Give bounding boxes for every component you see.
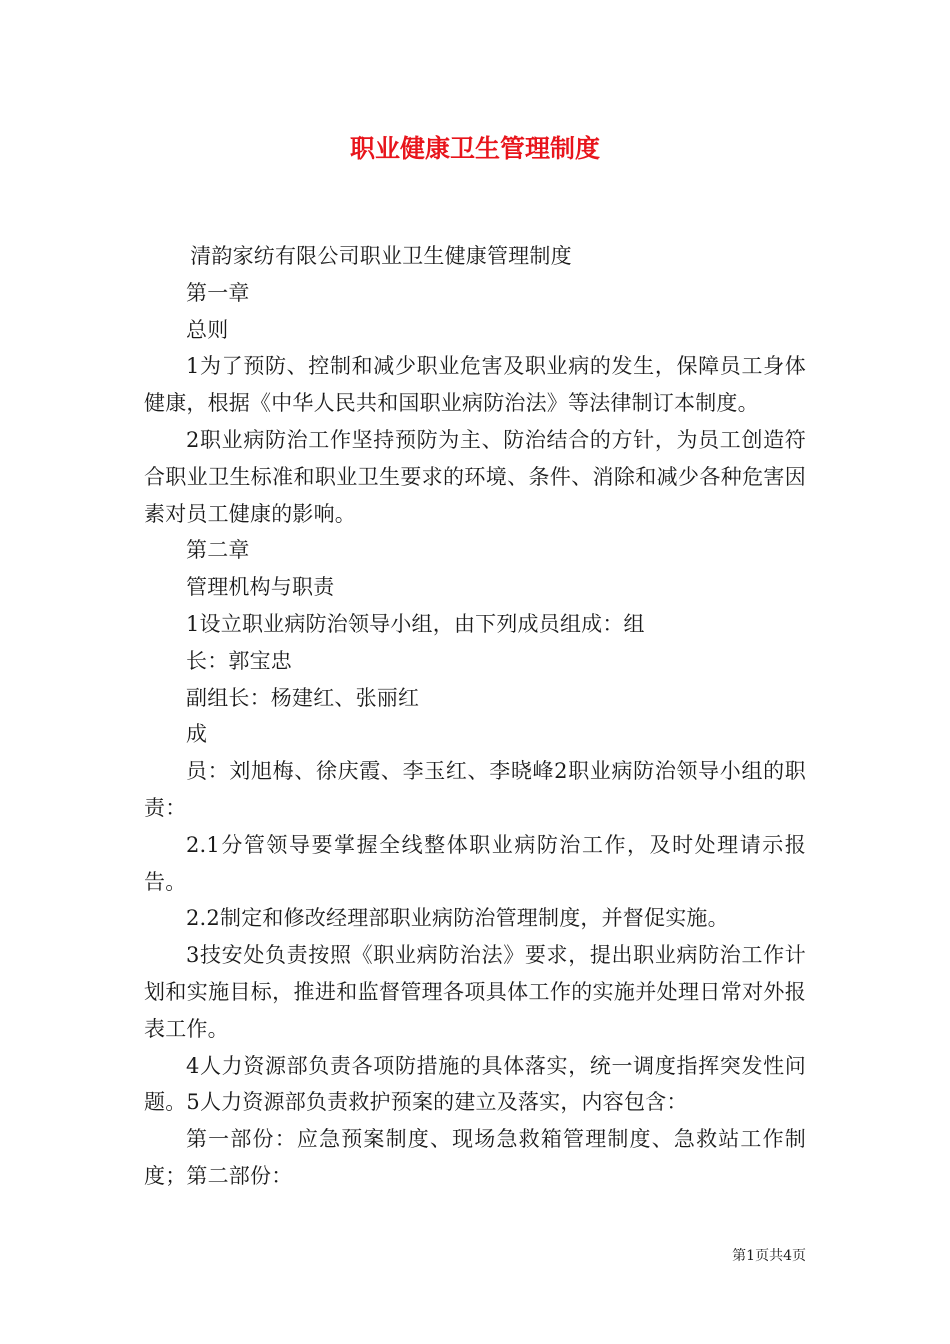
paragraph: 4人力资源部负责各项防措施的具体落实，统一调度指挥突发性问题。5人力资源部负责救护预案的建立及落实，内容包含： [144,1053,806,1115]
company-heading: 清韵家纺有限公司职业卫生健康管理制度 [190,244,572,268]
paragraph: 3技安处负责按照《职业病防治法》要求，提出职业病防治工作计划和实施目标，推进和监督管理各项具体工作的实施并处理日常对外报表工作。 [144,943,806,1041]
chapter-heading: 第二章 [186,538,250,563]
paragraph: 副组长：杨建红、张丽红 [186,685,420,710]
paragraph: 2.1分管领导要掌握全线整体职业病防治工作，及时处理请示报告。 [144,832,806,894]
paragraph: 成 [186,722,208,747]
paragraph: 1设立职业病防治领导小组，由下列成员组成：组 [186,611,645,636]
document-body [144,238,806,1195]
page-title: 职业健康卫生管理制度 [349,134,600,163]
paragraph: 2职业病防治工作坚持预防为主、防治结合的方针，为员工创造符合职业卫生标准和职业卫生要求的环境、条件、消除和减少各种危害因素对员工健康的影响。 [144,427,806,526]
chapter-heading: 第一章 [186,280,250,305]
paragraph: 长：郭宝忠 [186,648,292,673]
section-heading: 总则 [186,317,229,342]
paragraph: 1为了预防、控制和减少职业危害及职业病的发生，保障员工身体健康，根据《中华人民共和国职业病防治法》等法律制订本制度。 [144,354,806,416]
paragraph: 2.2制定和修改经理部职业病防治管理制度，并督促实施。 [186,906,729,931]
section-heading: 管理机构与职责 [186,575,335,600]
paragraph: 员：刘旭梅、徐庆霞、李玉红、李晓峰2职业病防治领导小组的职责： [144,759,806,820]
page-footer: 第1页共4页 [732,1248,806,1264]
paragraph: 第一部份：应急预案制度、现场急救箱管理制度、急救站工作制度；第二部份： [144,1127,806,1188]
